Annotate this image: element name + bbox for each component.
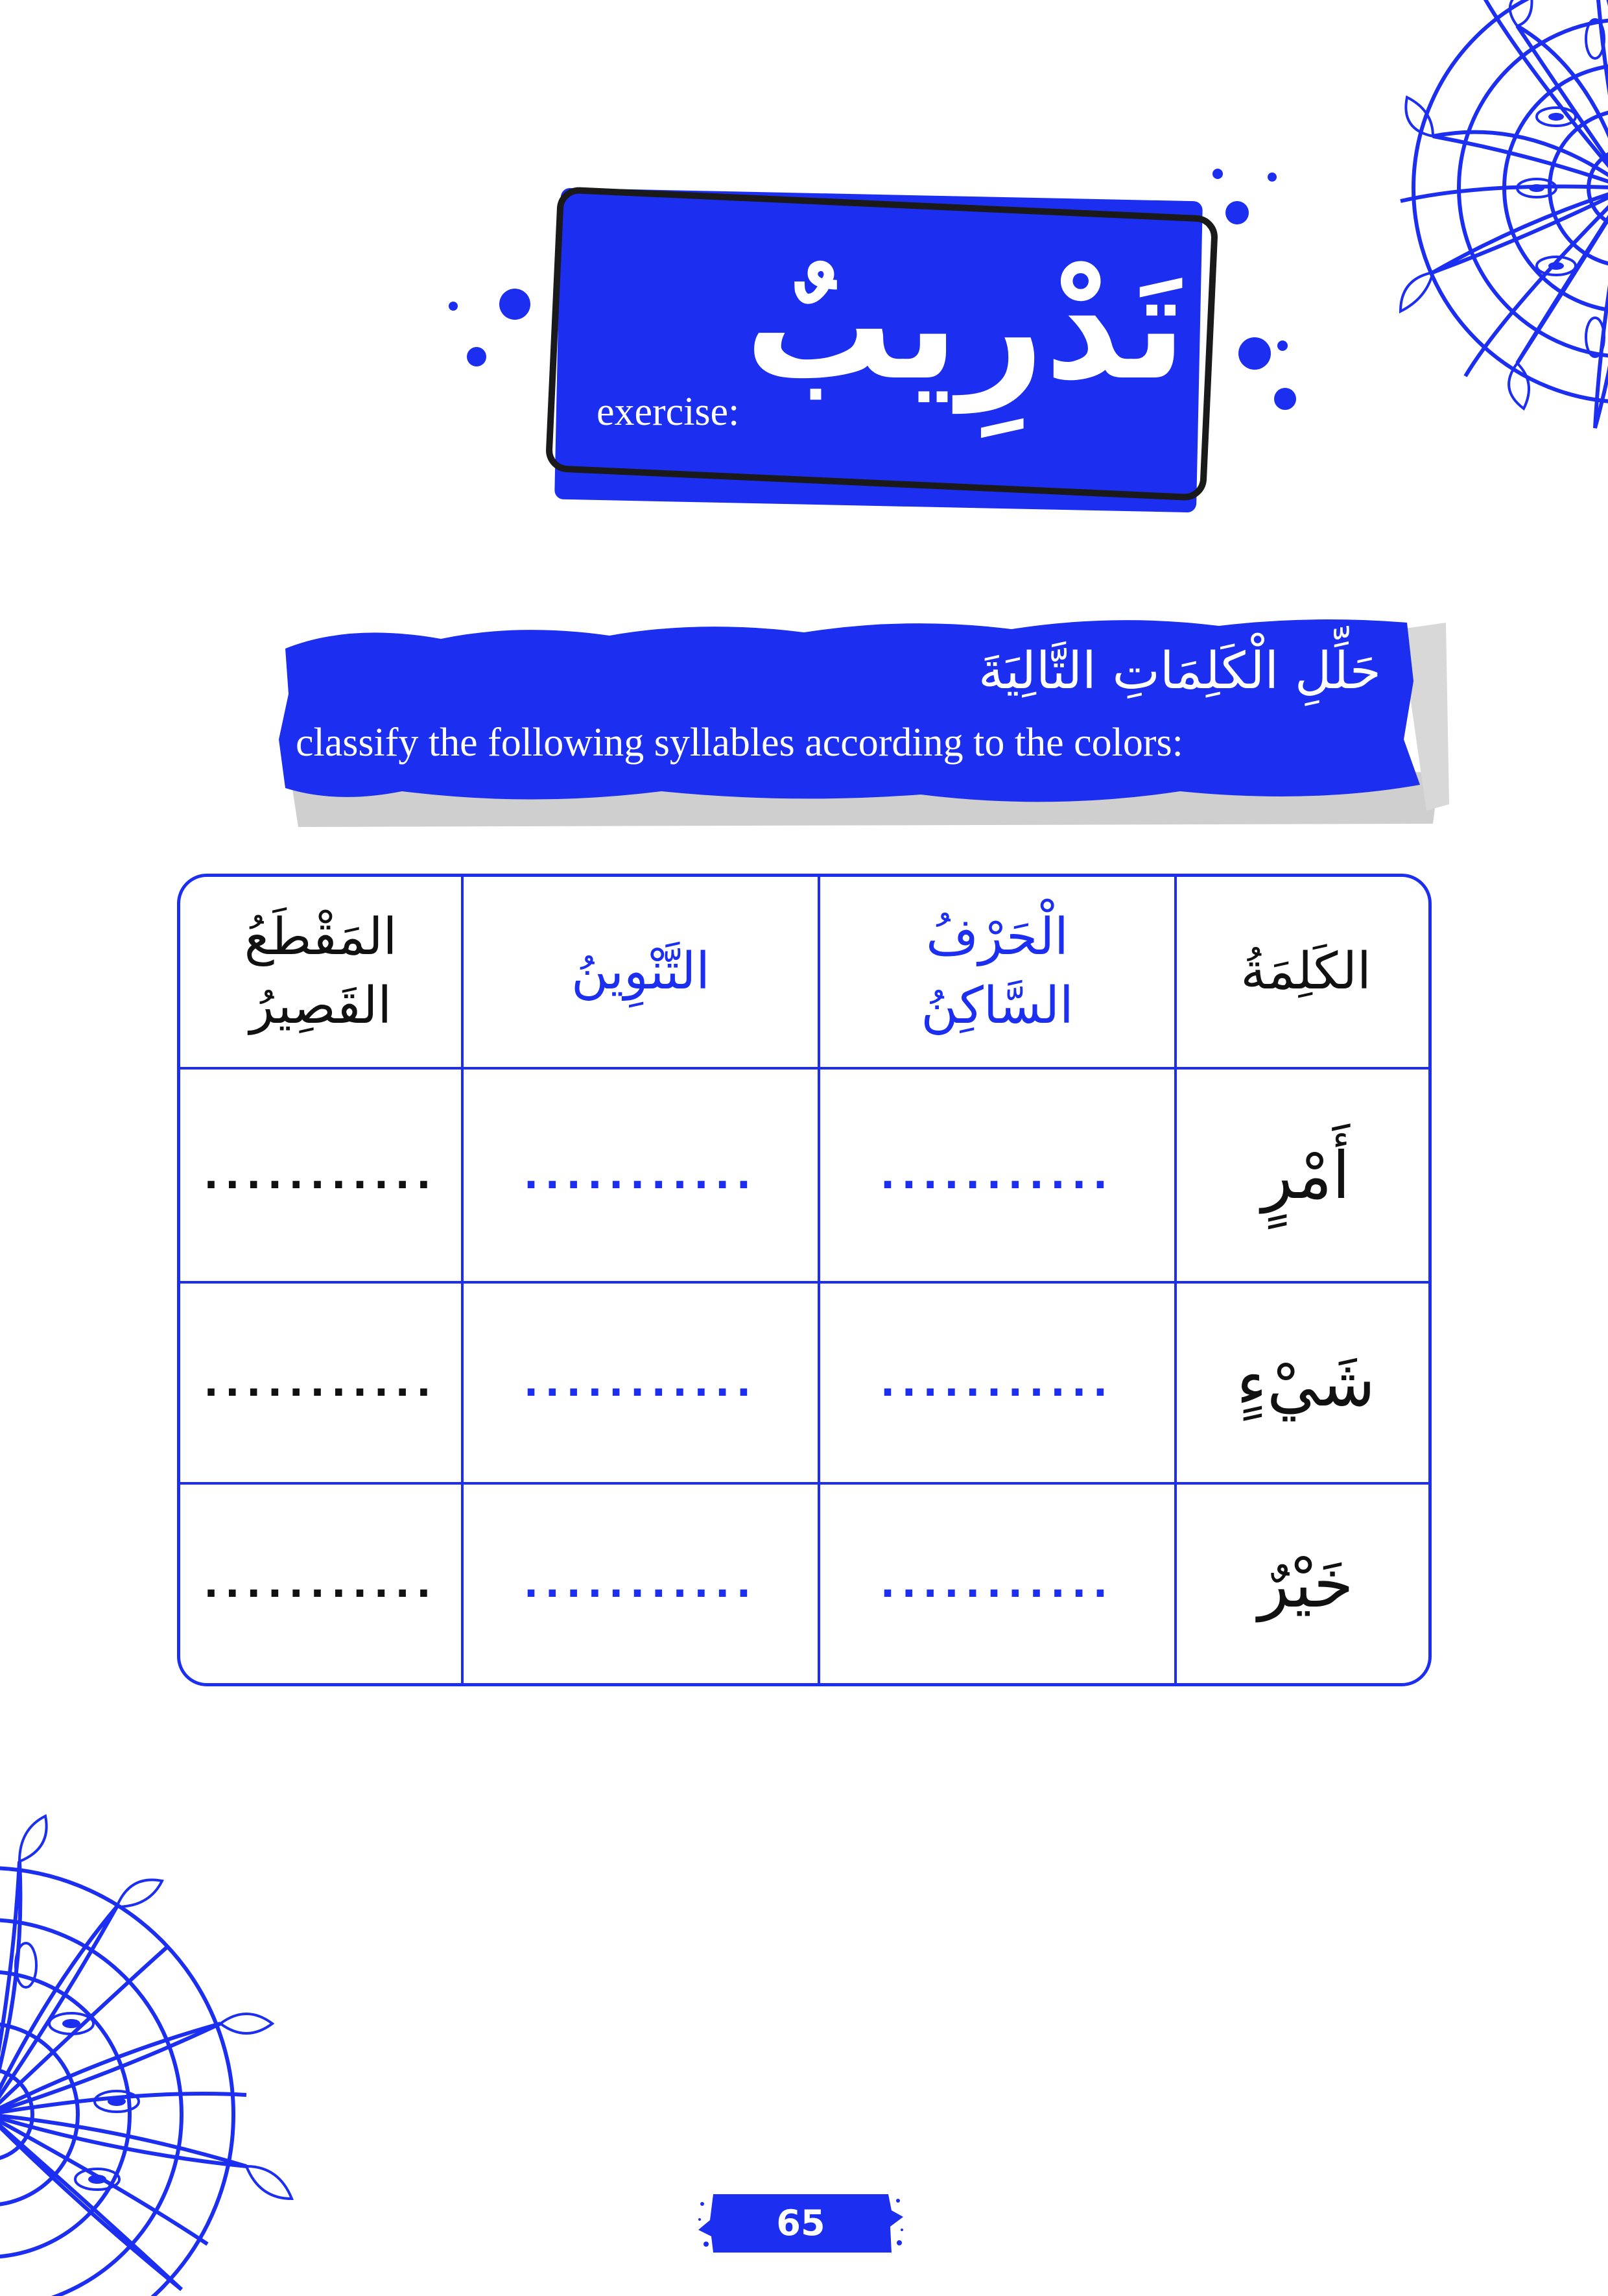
decor-dot	[1212, 169, 1223, 179]
decor-dot	[1268, 173, 1277, 182]
header-tanween-label: التَّنْوِينُ	[571, 942, 710, 1001]
answer-blank: ...........	[204, 1360, 438, 1405]
header-short	[180, 877, 462, 1068]
decor-dot	[467, 347, 486, 366]
tanween-answer[interactable]	[462, 1068, 819, 1282]
mandala-ornament-top-right	[1323, 0, 1608, 493]
answer-blank: ...........	[204, 1561, 438, 1607]
sakin-answer[interactable]	[819, 1483, 1176, 1683]
decor-dot	[1274, 388, 1296, 410]
word-text: أَمْرٍ	[1261, 1137, 1351, 1214]
answer-blank: ...........	[523, 1153, 758, 1198]
header-word	[1176, 877, 1432, 1068]
header-sakin-line1: الْحَرْفُ	[926, 908, 1069, 967]
header-short-line2: القَصِيرُ	[249, 976, 392, 1035]
short-answer[interactable]	[180, 1068, 462, 1282]
decor-dot	[1238, 337, 1271, 370]
title-block	[454, 162, 1297, 525]
instruction-arabic: حَلِّلِ الْكَلِمَاتِ التَّالِيَةَ	[978, 642, 1381, 700]
answer-blank: ...........	[523, 1561, 758, 1607]
answer-blank: ...........	[204, 1153, 438, 1198]
table-row	[180, 1068, 1432, 1282]
answer-blank: ...........	[880, 1561, 1115, 1607]
word-cell	[1176, 1282, 1432, 1483]
header-sakin-line2: السَّاكِنُ	[921, 976, 1074, 1035]
word-cell	[1176, 1483, 1432, 1683]
title-english: exercise:	[597, 390, 740, 434]
table-row	[180, 1483, 1432, 1683]
decor-dot	[499, 289, 530, 320]
decor-dot	[1225, 201, 1249, 224]
header-sakin	[819, 877, 1176, 1068]
sakin-answer[interactable]	[819, 1068, 1176, 1282]
analysis-table	[177, 874, 1432, 1686]
header-tanween	[462, 877, 819, 1068]
answer-blank: ...........	[880, 1360, 1115, 1405]
answer-blank: ...........	[880, 1153, 1115, 1198]
instruction-english: classify the following syllables according to the colors:	[296, 721, 1183, 765]
header-short-line1: المَقْطَعُ	[244, 908, 397, 967]
word-cell	[1176, 1068, 1432, 1282]
tanween-answer[interactable]	[462, 1483, 819, 1683]
sakin-answer[interactable]	[819, 1282, 1176, 1483]
title-arabic: تَدْرِيبٌ	[744, 240, 1187, 413]
tanween-answer[interactable]	[462, 1282, 819, 1483]
word-text: خَيْرٌ	[1258, 1546, 1354, 1622]
decor-dot	[1277, 341, 1288, 351]
short-answer[interactable]	[180, 1483, 462, 1683]
header-word-label: الكَلِمَةُ	[1240, 942, 1371, 1001]
table-row	[180, 1282, 1432, 1483]
decor-dot	[449, 302, 458, 311]
instruction-banner	[272, 610, 1459, 830]
short-answer[interactable]	[180, 1282, 462, 1483]
mandala-ornament-bottom-left	[0, 1751, 363, 2296]
answer-blank: ...........	[523, 1360, 758, 1405]
page-number: 65	[776, 2203, 825, 2243]
word-text: شَيْءٍ	[1236, 1345, 1376, 1421]
page-number-badge	[697, 2191, 905, 2256]
table-header-row	[180, 877, 1432, 1068]
